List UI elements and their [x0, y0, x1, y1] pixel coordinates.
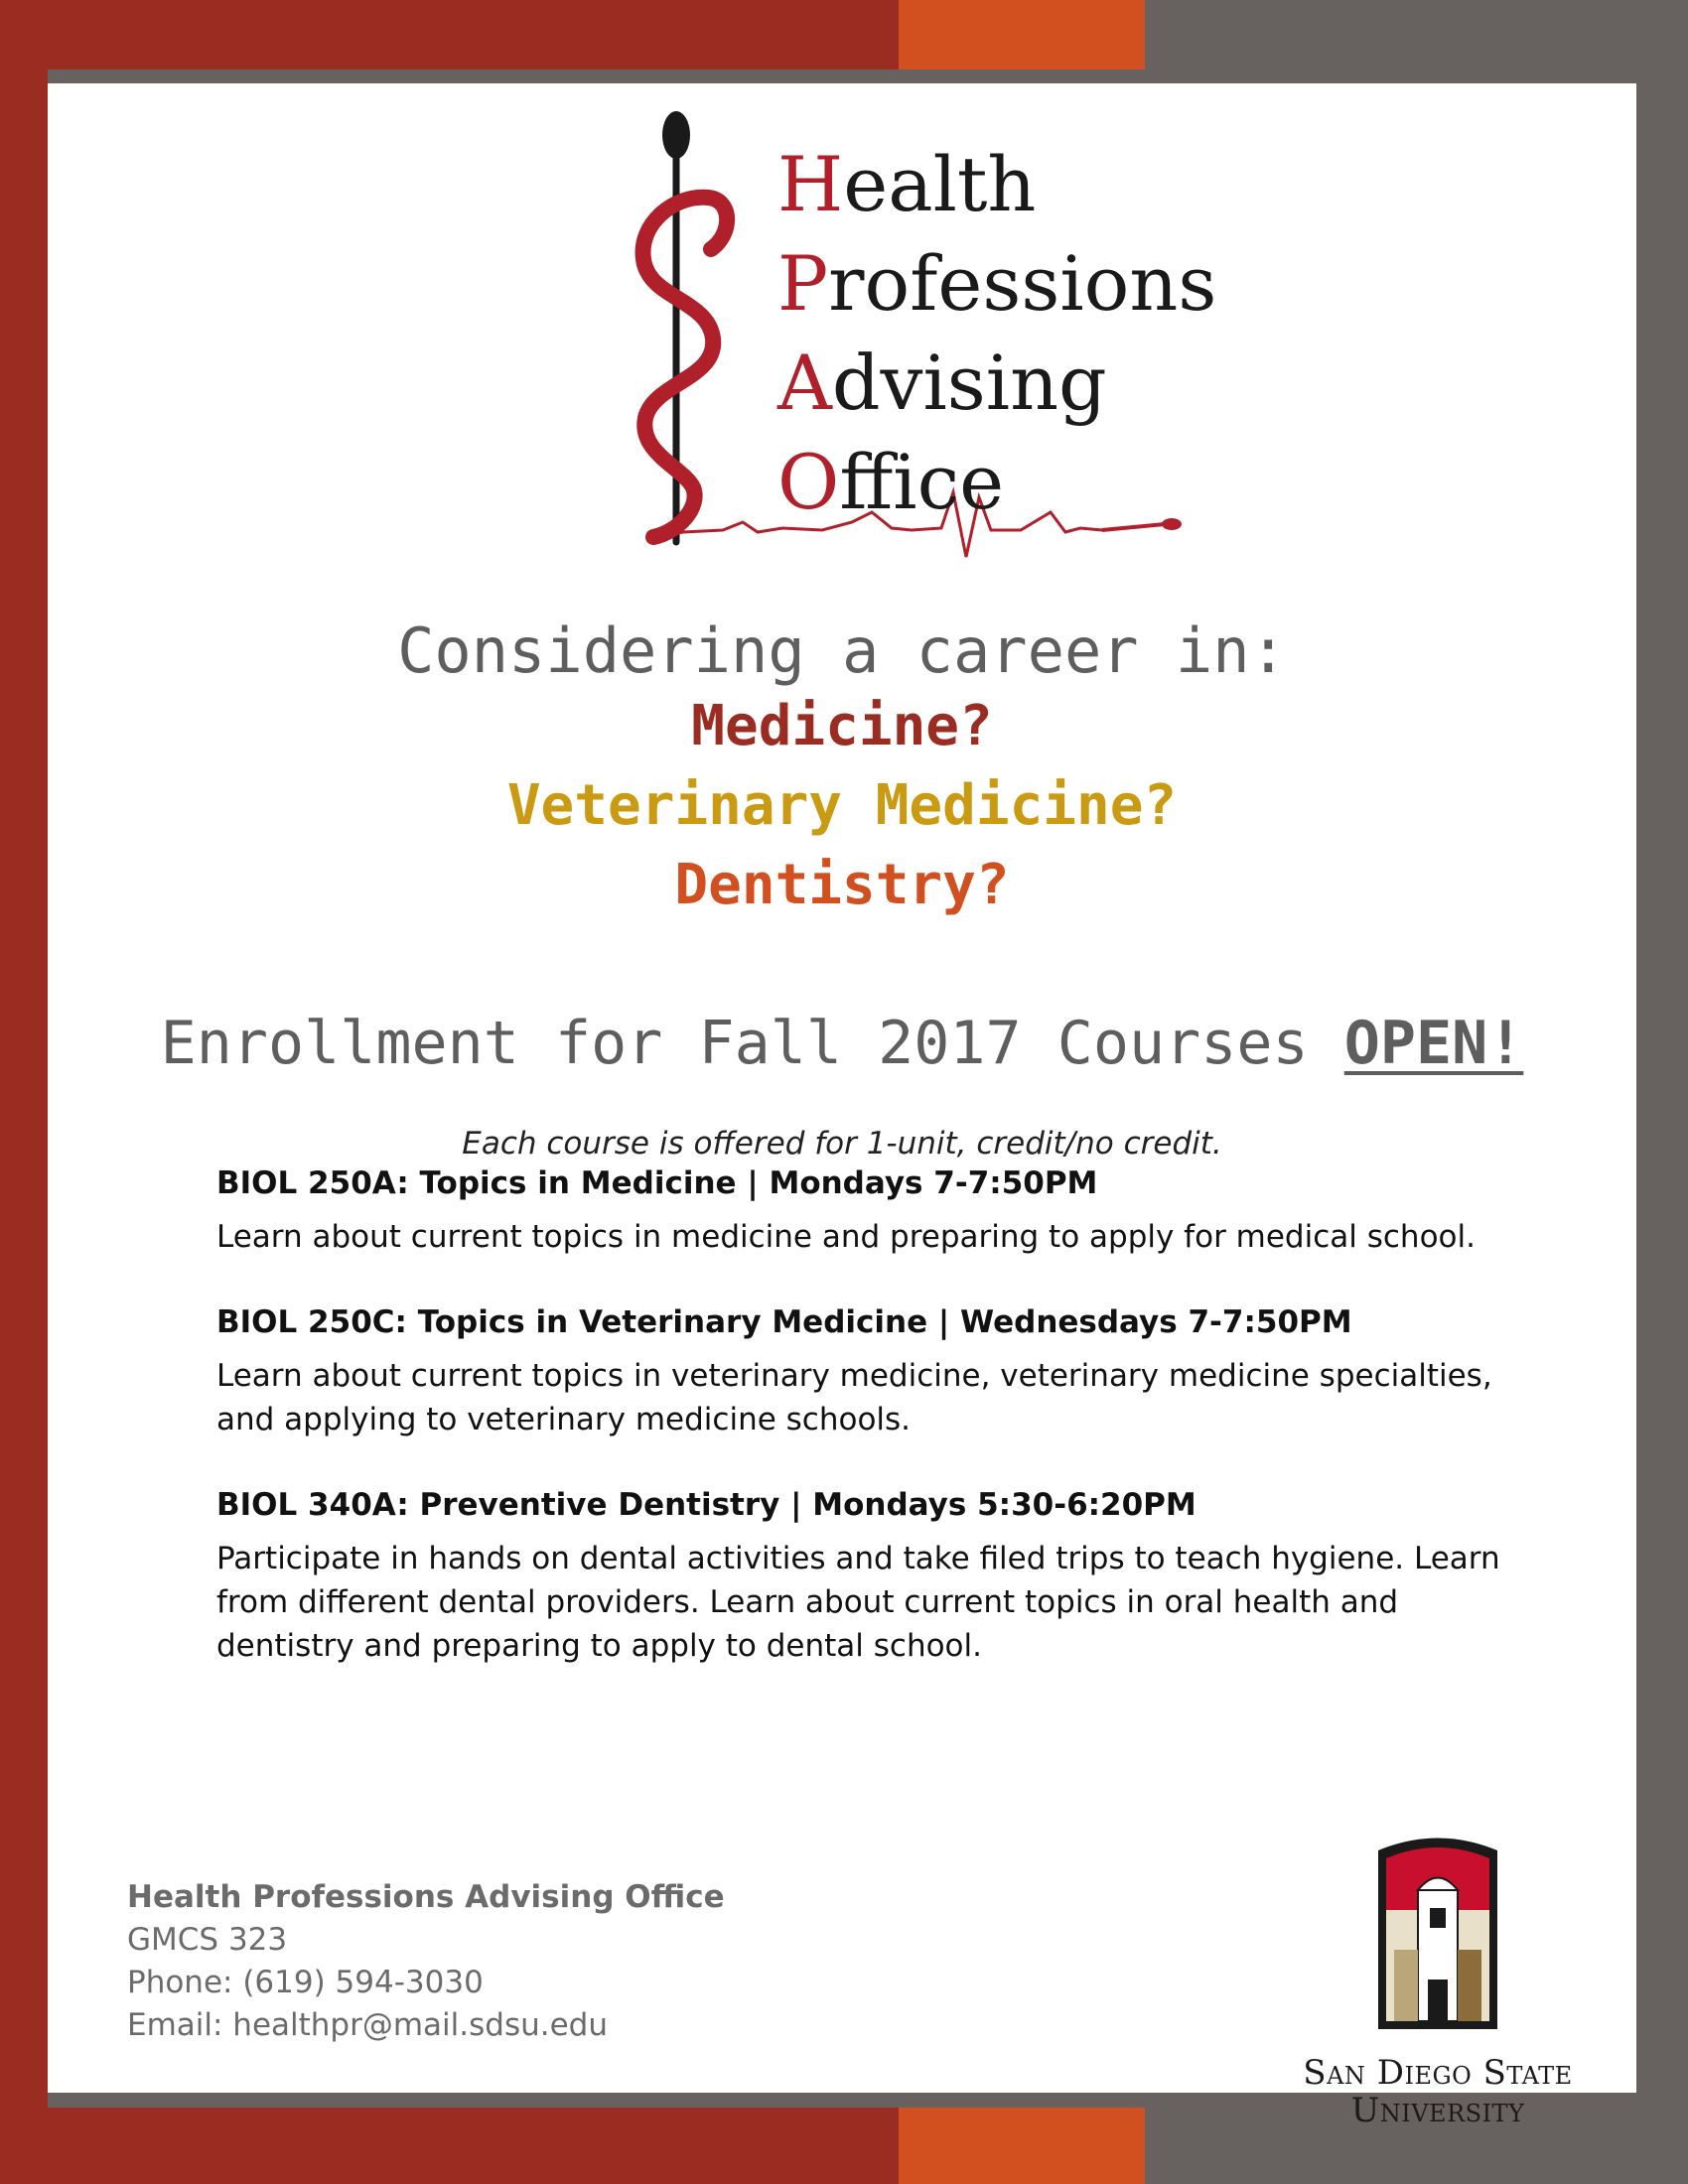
career-option-dentistry: Dentistry?	[674, 853, 1010, 917]
course-item	[216, 1165, 1537, 1259]
flyer-page	[48, 83, 1636, 2130]
contact-location: GMCS 323	[127, 1922, 288, 1958]
career-option-medicine: Medicine?	[691, 694, 993, 758]
course-title: BIOL 250C: Topics in Veterinary Medicine | Wednesdays 7-7:50PM	[216, 1304, 1352, 1340]
sdsu-logo	[1269, 1831, 1607, 2148]
career-question: Considering a career in:	[397, 614, 1287, 687]
top-band-red	[0, 0, 899, 69]
enrollment-heading	[48, 1009, 1636, 1078]
enrollment-open: OPEN!	[1343, 1009, 1524, 1078]
bottom-band-orange	[899, 2108, 1145, 2184]
course-list	[216, 1165, 1537, 1713]
left-band-red	[0, 0, 48, 2184]
hpao-logo	[584, 95, 1217, 562]
contact-block	[127, 1876, 725, 2047]
university-name-line1: San Diego State	[1303, 2053, 1573, 2093]
logo-line-professions: Professions	[777, 239, 1217, 328]
course-title: BIOL 250A: Topics in Medicine | Mondays 7-7:50PM	[216, 1165, 1098, 1201]
top-band-orange	[899, 0, 1145, 69]
course-credit-note: Each course is offered for 1-unit, credit/no credit.	[462, 1126, 1222, 1161]
course-description: Learn about current topics in veterinary medicine, veterinary medicine specialties, and applying to veterinary medicine schools.	[216, 1358, 1492, 1437]
course-title: BIOL 340A: Preventive Dentistry | Mondays 5:30-6:20PM	[216, 1487, 1196, 1523]
contact-office-name: Health Professions Advising Office	[127, 1879, 725, 1915]
logo-line-advising: Advising	[777, 339, 1107, 427]
logo-line-office: Office	[777, 438, 1005, 526]
contact-phone[interactable]: Phone: (619) 594-3030	[127, 1965, 484, 2000]
course-description: Learn about current topics in medicine and preparing to apply for medical school.	[216, 1219, 1476, 1255]
course-description: Participate in hands on dental activities and take filed trips to teach hygiene. Learn from different dental providers. Learn about current topics in oral health and dentistry and preparing to apply to dental school.	[216, 1541, 1500, 1664]
course-item	[216, 1487, 1537, 1668]
university-name-line2: University	[1350, 2091, 1525, 2130]
course-item	[216, 1304, 1537, 1441]
career-option-veterinary: Veterinary Medicine?	[506, 773, 1178, 838]
sdsu-tower-logo-icon	[1368, 1831, 1507, 2049]
top-band-gray	[1145, 0, 1688, 69]
contact-email[interactable]: Email: healthpr@mail.sdsu.edu	[127, 2007, 609, 2043]
logo-line-health: Health	[777, 140, 1037, 228]
enrollment-text: Enrollment for Fall 2017 Courses	[160, 1009, 1309, 1078]
bottom-band-red	[0, 2108, 899, 2184]
